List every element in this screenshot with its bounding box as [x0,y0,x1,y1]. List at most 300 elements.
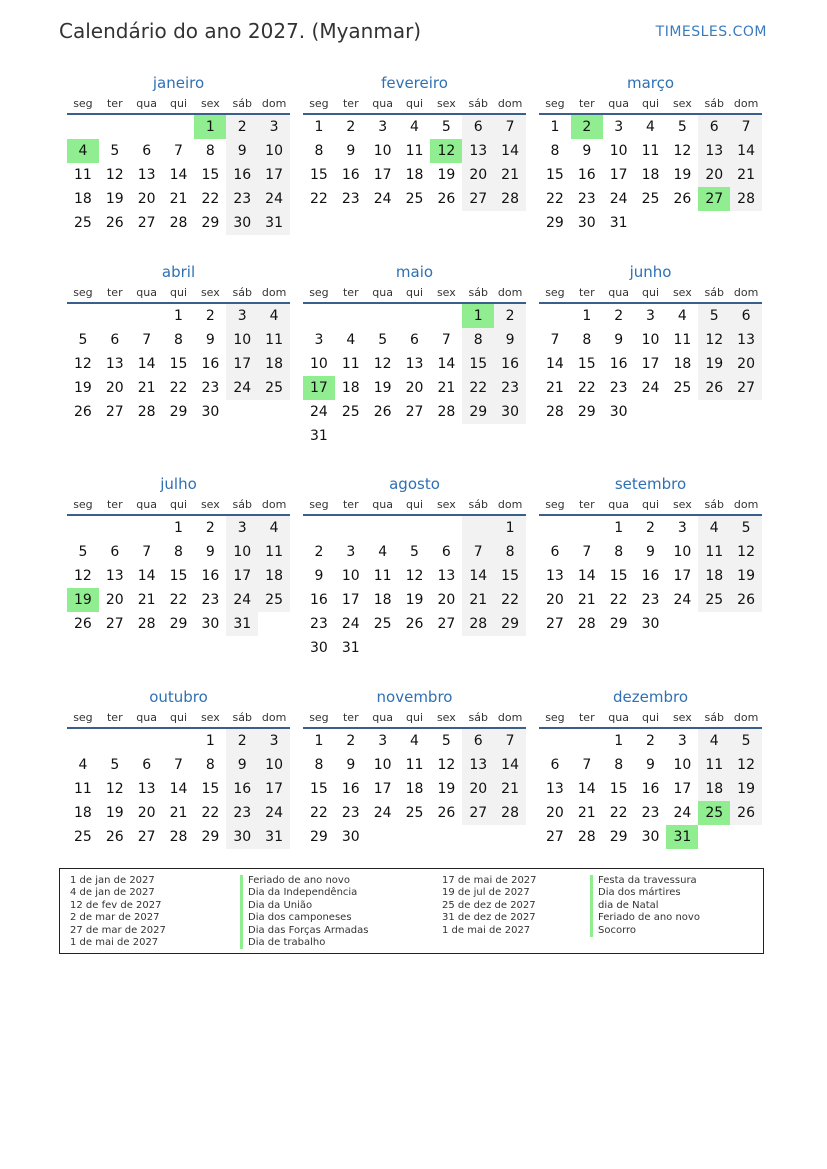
day-cell[interactable]: 14 [169,167,188,183]
day-cell[interactable]: 1 [582,308,592,324]
day-cell[interactable]: 12 [730,753,762,777]
day-cell[interactable]: 18 [341,380,360,396]
day-cell[interactable]: 19 [74,380,92,396]
day-cell[interactable]: 27 [462,187,494,211]
day-cell[interactable]: 16 [609,356,628,372]
day-cell[interactable]: 22 [169,380,188,396]
day-cell[interactable]: 7 [730,115,762,139]
day-cell[interactable]: 26 [405,616,424,632]
day-cell[interactable]: 12 [105,781,124,797]
day-cell[interactable]: 15 [609,781,628,797]
day-cell[interactable]: 29 [462,400,494,424]
day-cell[interactable]: 22 [546,191,564,207]
day-cell[interactable]: 24 [258,187,290,211]
day-cell[interactable]: 13 [546,568,564,584]
day-cell[interactable]: 7 [174,757,183,773]
day-cell[interactable]: 8 [494,540,526,564]
day-cell[interactable]: 14 [577,568,596,584]
day-cell[interactable]: 7 [494,115,526,139]
day-cell[interactable]: 13 [462,753,494,777]
day-cell[interactable]: 4 [258,516,290,540]
day-cell[interactable]: 19 [698,352,730,376]
day-cell[interactable]: 11 [74,167,92,183]
day-cell[interactable]: 25 [258,376,290,400]
day-cell[interactable]: 10 [373,757,392,773]
day-cell[interactable]: 7 [550,332,560,348]
day-cell[interactable]: 30 [494,400,526,424]
day-cell[interactable]: 9 [494,328,526,352]
day-cell[interactable]: 5 [110,757,120,773]
day-cell[interactable]: 19 [730,564,762,588]
day-cell[interactable]: 14 [137,356,156,372]
day-cell[interactable]: 3 [346,544,356,560]
day-cell[interactable]: 6 [110,332,120,348]
day-cell[interactable]: 10 [341,568,360,584]
day-cell[interactable]: 24 [673,805,692,821]
day-cell[interactable]: 4 [698,516,730,540]
day-cell[interactable]: 1 [614,733,624,749]
day-cell[interactable]: 21 [137,380,156,396]
day-cell[interactable]: 6 [410,332,419,348]
day-cell[interactable]: 26 [437,805,456,821]
day-cell[interactable]: 28 [577,829,596,845]
day-cell[interactable]: 28 [137,404,156,420]
day-cell[interactable]: 29 [577,404,596,420]
day-cell[interactable]: 11 [258,540,290,564]
day-cell[interactable]: 3 [677,733,687,749]
day-cell[interactable]: 7 [142,544,152,560]
day-cell[interactable]: 25 [405,805,424,821]
day-cell[interactable]: 11 [341,356,360,372]
day-cell[interactable]: 2 [226,115,258,139]
day-cell[interactable]: 20 [137,805,156,821]
day-cell[interactable]: 20 [105,592,124,608]
day-cell[interactable]: 22 [310,191,328,207]
day-cell[interactable]: 7 [462,540,494,564]
day-cell[interactable]: 24 [226,588,258,612]
day-cell[interactable]: 24 [609,191,628,207]
day-cell[interactable]: 4 [698,729,730,753]
day-cell[interactable]: 11 [405,757,424,773]
day-cell[interactable]: 17 [226,564,258,588]
day-cell[interactable]: 17 [258,777,290,801]
day-cell[interactable]: 29 [201,829,220,845]
day-cell[interactable]: 16 [226,163,258,187]
day-cell[interactable]: 31 [226,612,258,636]
day-cell[interactable]: 29 [609,829,628,845]
day-cell[interactable]: 23 [494,376,526,400]
day-cell[interactable]: 26 [730,801,762,825]
day-cell[interactable]: 27 [546,829,564,845]
day-cell[interactable]: 25 [673,380,692,396]
day-cell[interactable]: 26 [74,616,92,632]
day-cell[interactable]: 2 [494,304,526,328]
day-cell[interactable]: 30 [226,825,258,849]
holiday-day-cell[interactable]: 25 [698,801,730,825]
day-cell[interactable]: 19 [105,805,124,821]
day-cell[interactable]: 26 [105,829,124,845]
day-cell[interactable]: 23 [609,380,628,396]
day-cell[interactable]: 8 [314,143,324,159]
day-cell[interactable]: 30 [201,616,220,632]
day-cell[interactable]: 26 [698,376,730,400]
day-cell[interactable]: 8 [205,143,215,159]
day-cell[interactable]: 9 [614,332,624,348]
day-cell[interactable]: 30 [577,215,596,231]
day-cell[interactable]: 26 [373,404,392,420]
day-cell[interactable]: 2 [346,733,356,749]
day-cell[interactable]: 4 [78,757,88,773]
day-cell[interactable]: 19 [105,191,124,207]
day-cell[interactable]: 2 [205,520,215,536]
day-cell[interactable]: 22 [609,805,628,821]
day-cell[interactable]: 21 [169,805,188,821]
day-cell[interactable]: 9 [346,757,356,773]
day-cell[interactable]: 19 [405,592,424,608]
day-cell[interactable]: 30 [201,404,220,420]
day-cell[interactable]: 5 [677,119,687,135]
day-cell[interactable]: 31 [310,428,328,444]
day-cell[interactable]: 18 [698,564,730,588]
day-cell[interactable]: 8 [205,757,215,773]
day-cell[interactable]: 3 [258,729,290,753]
day-cell[interactable]: 13 [698,139,730,163]
day-cell[interactable]: 15 [609,568,628,584]
day-cell[interactable]: 16 [641,568,660,584]
day-cell[interactable]: 20 [437,592,456,608]
day-cell[interactable]: 17 [673,781,692,797]
day-cell[interactable]: 23 [577,191,596,207]
day-cell[interactable]: 18 [641,167,660,183]
day-cell[interactable]: 19 [373,380,392,396]
day-cell[interactable]: 9 [226,753,258,777]
day-cell[interactable]: 2 [314,544,324,560]
day-cell[interactable]: 9 [346,143,356,159]
day-cell[interactable]: 1 [174,520,183,536]
day-cell[interactable]: 15 [494,564,526,588]
day-cell[interactable]: 3 [646,308,655,324]
day-cell[interactable]: 30 [310,640,328,656]
day-cell[interactable]: 17 [258,163,290,187]
day-cell[interactable]: 28 [546,404,564,420]
day-cell[interactable]: 16 [577,167,596,183]
day-cell[interactable]: 13 [437,568,456,584]
day-cell[interactable]: 3 [226,516,258,540]
day-cell[interactable]: 9 [205,332,215,348]
day-cell[interactable]: 19 [673,167,692,183]
day-cell[interactable]: 3 [614,119,624,135]
day-cell[interactable]: 8 [462,328,494,352]
day-cell[interactable]: 21 [494,163,526,187]
day-cell[interactable]: 26 [673,191,692,207]
day-cell[interactable]: 23 [641,592,660,608]
day-cell[interactable]: 5 [110,143,120,159]
day-cell[interactable]: 7 [582,544,592,560]
day-cell[interactable]: 29 [546,215,564,231]
day-cell[interactable]: 5 [410,544,419,560]
day-cell[interactable]: 21 [462,588,494,612]
day-cell[interactable]: 28 [494,187,526,211]
day-cell[interactable]: 2 [346,119,356,135]
day-cell[interactable]: 13 [730,328,762,352]
day-cell[interactable]: 4 [378,544,388,560]
day-cell[interactable]: 24 [673,592,692,608]
day-cell[interactable]: 24 [258,801,290,825]
day-cell[interactable]: 13 [546,781,564,797]
day-cell[interactable]: 15 [169,356,188,372]
holiday-day-cell[interactable]: 12 [430,139,462,163]
day-cell[interactable]: 14 [137,568,156,584]
day-cell[interactable]: 6 [142,757,152,773]
day-cell[interactable]: 13 [105,356,124,372]
holiday-day-cell[interactable]: 2 [571,115,603,139]
day-cell[interactable]: 26 [105,215,124,231]
day-cell[interactable]: 22 [201,191,220,207]
day-cell[interactable]: 27 [546,616,564,632]
day-cell[interactable]: 14 [546,356,564,372]
day-cell[interactable]: 17 [641,356,660,372]
holiday-day-cell[interactable]: 17 [303,376,335,400]
day-cell[interactable]: 11 [698,753,730,777]
day-cell[interactable]: 7 [582,757,592,773]
day-cell[interactable]: 7 [441,332,451,348]
day-cell[interactable]: 20 [137,191,156,207]
day-cell[interactable]: 28 [577,616,596,632]
day-cell[interactable]: 14 [494,753,526,777]
day-cell[interactable]: 3 [226,304,258,328]
day-cell[interactable]: 30 [341,829,360,845]
day-cell[interactable]: 21 [577,592,596,608]
day-cell[interactable]: 18 [74,191,92,207]
day-cell[interactable]: 20 [730,352,762,376]
day-cell[interactable]: 14 [169,781,188,797]
day-cell[interactable]: 16 [641,781,660,797]
day-cell[interactable]: 9 [226,139,258,163]
day-cell[interactable]: 15 [201,781,220,797]
day-cell[interactable]: 31 [341,640,360,656]
day-cell[interactable]: 22 [169,592,188,608]
day-cell[interactable]: 17 [373,781,392,797]
day-cell[interactable]: 11 [641,143,660,159]
day-cell[interactable]: 18 [258,564,290,588]
day-cell[interactable]: 25 [698,588,730,612]
day-cell[interactable]: 10 [258,753,290,777]
day-cell[interactable]: 4 [346,332,356,348]
day-cell[interactable]: 4 [646,119,655,135]
day-cell[interactable]: 16 [201,356,220,372]
day-cell[interactable]: 6 [441,544,451,560]
day-cell[interactable]: 10 [673,757,692,773]
day-cell[interactable]: 30 [641,616,660,632]
day-cell[interactable]: 29 [494,612,526,636]
day-cell[interactable]: 9 [582,143,592,159]
day-cell[interactable]: 19 [730,777,762,801]
day-cell[interactable]: 22 [201,805,220,821]
day-cell[interactable]: 14 [577,781,596,797]
holiday-day-cell[interactable]: 19 [67,588,99,612]
day-cell[interactable]: 20 [462,777,494,801]
day-cell[interactable]: 12 [74,568,92,584]
day-cell[interactable]: 10 [373,143,392,159]
day-cell[interactable]: 6 [462,729,494,753]
day-cell[interactable]: 10 [310,356,328,372]
day-cell[interactable]: 16 [201,568,220,584]
day-cell[interactable]: 28 [494,801,526,825]
day-cell[interactable]: 2 [226,729,258,753]
day-cell[interactable]: 6 [550,544,560,560]
day-cell[interactable]: 11 [405,143,424,159]
day-cell[interactable]: 23 [226,801,258,825]
day-cell[interactable]: 25 [641,191,660,207]
day-cell[interactable]: 31 [609,215,628,231]
day-cell[interactable]: 23 [201,380,220,396]
day-cell[interactable]: 12 [105,167,124,183]
day-cell[interactable]: 29 [169,616,188,632]
day-cell[interactable]: 22 [310,805,328,821]
holiday-day-cell[interactable]: 4 [67,139,99,163]
day-cell[interactable]: 24 [373,191,392,207]
day-cell[interactable]: 7 [142,332,152,348]
day-cell[interactable]: 10 [226,328,258,352]
day-cell[interactable]: 3 [258,115,290,139]
day-cell[interactable]: 29 [310,829,328,845]
day-cell[interactable]: 26 [730,588,762,612]
day-cell[interactable]: 10 [673,544,692,560]
day-cell[interactable]: 4 [258,304,290,328]
day-cell[interactable]: 25 [405,191,424,207]
holiday-day-cell[interactable]: 1 [462,304,494,328]
day-cell[interactable]: 13 [105,568,124,584]
day-cell[interactable]: 5 [730,516,762,540]
day-cell[interactable]: 5 [698,304,730,328]
day-cell[interactable]: 29 [609,616,628,632]
day-cell[interactable]: 12 [698,328,730,352]
day-cell[interactable]: 12 [730,540,762,564]
day-cell[interactable]: 2 [614,308,624,324]
day-cell[interactable]: 12 [405,568,424,584]
day-cell[interactable]: 21 [169,191,188,207]
day-cell[interactable]: 29 [169,404,188,420]
day-cell[interactable]: 17 [609,167,628,183]
day-cell[interactable]: 28 [730,187,762,211]
day-cell[interactable]: 23 [226,187,258,211]
day-cell[interactable]: 11 [74,781,92,797]
day-cell[interactable]: 24 [641,380,660,396]
day-cell[interactable]: 15 [310,781,328,797]
day-cell[interactable]: 27 [105,404,124,420]
day-cell[interactable]: 10 [641,332,660,348]
day-cell[interactable]: 16 [226,777,258,801]
day-cell[interactable]: 5 [441,119,451,135]
day-cell[interactable]: 20 [698,163,730,187]
brand-link[interactable]: TIMESLES.COM [655,24,767,40]
day-cell[interactable]: 18 [258,352,290,376]
day-cell[interactable]: 1 [205,733,215,749]
day-cell[interactable]: 1 [494,516,526,540]
day-cell[interactable]: 20 [546,592,564,608]
day-cell[interactable]: 3 [314,332,324,348]
holiday-day-cell[interactable]: 27 [698,187,730,211]
day-cell[interactable]: 19 [437,781,456,797]
day-cell[interactable]: 15 [546,167,564,183]
day-cell[interactable]: 9 [646,544,655,560]
day-cell[interactable]: 20 [546,805,564,821]
day-cell[interactable]: 11 [258,328,290,352]
day-cell[interactable]: 16 [494,352,526,376]
day-cell[interactable]: 29 [201,215,220,231]
day-cell[interactable]: 6 [730,304,762,328]
day-cell[interactable]: 28 [169,215,188,231]
day-cell[interactable]: 22 [462,376,494,400]
day-cell[interactable]: 13 [462,139,494,163]
day-cell[interactable]: 22 [494,588,526,612]
day-cell[interactable]: 27 [405,404,424,420]
day-cell[interactable]: 24 [226,376,258,400]
day-cell[interactable]: 20 [405,380,424,396]
day-cell[interactable]: 6 [698,115,730,139]
day-cell[interactable]: 25 [74,215,92,231]
day-cell[interactable]: 21 [137,592,156,608]
day-cell[interactable]: 26 [437,191,456,207]
day-cell[interactable]: 25 [341,404,360,420]
day-cell[interactable]: 17 [673,568,692,584]
day-cell[interactable]: 8 [550,143,560,159]
day-cell[interactable]: 27 [137,829,156,845]
day-cell[interactable]: 28 [437,404,456,420]
day-cell[interactable]: 17 [341,592,360,608]
day-cell[interactable]: 27 [105,616,124,632]
day-cell[interactable]: 30 [609,404,628,420]
day-cell[interactable]: 6 [142,143,152,159]
day-cell[interactable]: 12 [437,757,456,773]
day-cell[interactable]: 9 [314,568,324,584]
day-cell[interactable]: 23 [310,616,328,632]
day-cell[interactable]: 10 [609,143,628,159]
day-cell[interactable]: 6 [462,115,494,139]
day-cell[interactable]: 24 [310,404,328,420]
day-cell[interactable]: 5 [78,332,88,348]
day-cell[interactable]: 13 [137,781,156,797]
day-cell[interactable]: 30 [641,829,660,845]
day-cell[interactable]: 18 [74,805,92,821]
day-cell[interactable]: 16 [341,781,360,797]
day-cell[interactable]: 12 [74,356,92,372]
day-cell[interactable]: 12 [373,356,392,372]
day-cell[interactable]: 12 [673,143,692,159]
day-cell[interactable]: 5 [378,332,388,348]
day-cell[interactable]: 5 [730,729,762,753]
day-cell[interactable]: 18 [698,777,730,801]
day-cell[interactable]: 6 [110,544,120,560]
day-cell[interactable]: 27 [437,616,456,632]
day-cell[interactable]: 2 [646,733,655,749]
day-cell[interactable]: 27 [137,215,156,231]
day-cell[interactable]: 3 [378,119,388,135]
day-cell[interactable]: 30 [226,211,258,235]
day-cell[interactable]: 7 [494,729,526,753]
day-cell[interactable]: 21 [730,163,762,187]
day-cell[interactable]: 13 [405,356,424,372]
day-cell[interactable]: 1 [614,520,624,536]
day-cell[interactable]: 5 [441,733,451,749]
day-cell[interactable]: 15 [169,568,188,584]
day-cell[interactable]: 25 [258,588,290,612]
day-cell[interactable]: 22 [609,592,628,608]
day-cell[interactable]: 21 [577,805,596,821]
day-cell[interactable]: 9 [646,757,655,773]
day-cell[interactable]: 18 [405,167,424,183]
day-cell[interactable]: 25 [373,616,392,632]
